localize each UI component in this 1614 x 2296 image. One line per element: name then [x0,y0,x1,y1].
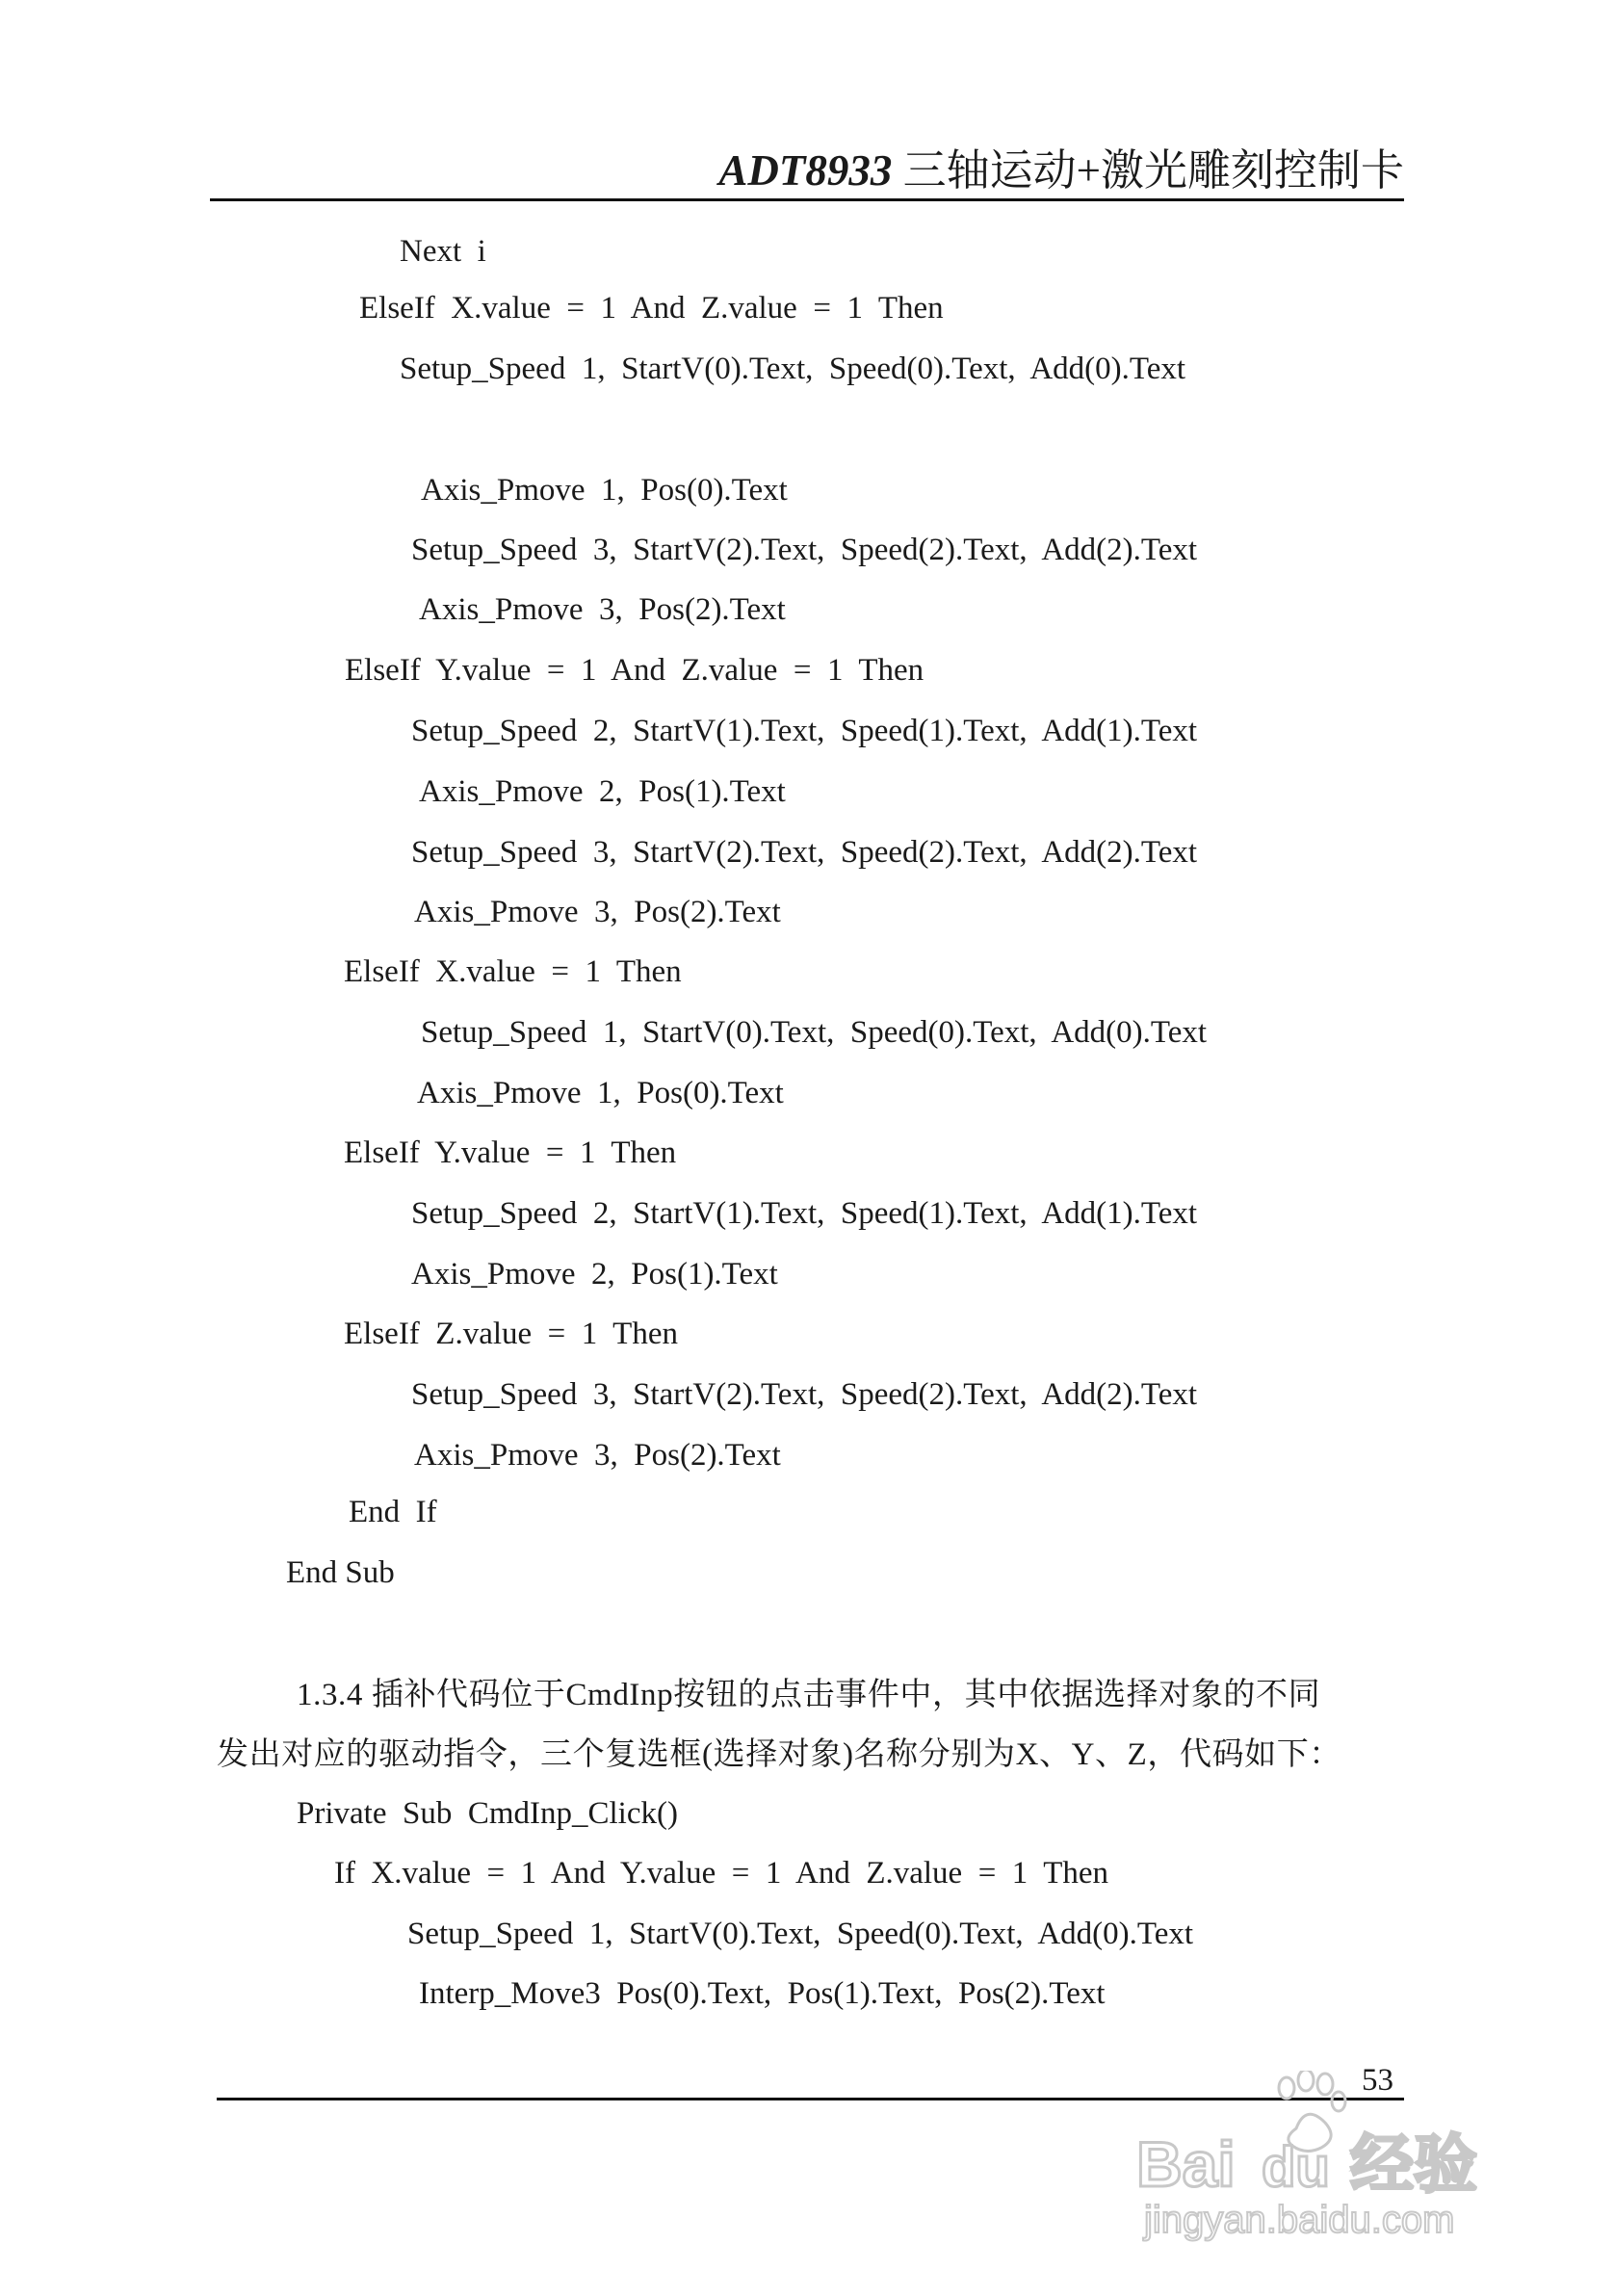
code-line: Axis_Pmove 3, Pos(2).Text [414,1438,781,1473]
code-line: Axis_Pmove 2, Pos(1).Text [419,774,786,809]
header-brand: ADT8933 [718,146,893,195]
svg-text:Bai: Bai [1136,2128,1236,2200]
section-text-line-1: 1.3.4 插补代码位于CmdInp按钮的点击事件中，其中依据选择对象的不同 [297,1678,1321,1712]
header-rule [210,198,1404,201]
code-line: Interp_Move3 Pos(0).Text, Pos(1).Text, Pos(2).Text [419,1976,1106,2011]
page-header [718,135,1404,197]
code-line: Axis_Pmove 1, Pos(0).Text [421,473,788,508]
code-line: ElseIf X.value = 1 Then [344,954,682,989]
header-title: 三轴运动+激光雕刻控制卡 [892,146,1404,195]
code-line: Setup_Speed 1, StartV(0).Text, Speed(0).Text, Add(0).Text [407,1917,1194,1951]
code-line: End If [349,1495,437,1529]
code-line: ElseIf Z.value = 1 Then [344,1317,678,1351]
code-line: If X.value = 1 And Y.value = 1 And Z.value = 1 Then [334,1856,1109,1891]
code-line: Private Sub CmdInp_Click() [297,1796,678,1831]
code-line: Setup_Speed 2, StartV(1).Text, Speed(1).Text, Add(1).Text [411,1196,1198,1231]
code-line: Setup_Speed 3, StartV(2).Text, Speed(2).Text, Add(2).Text [411,533,1198,567]
code-line: Setup_Speed 3, StartV(2).Text, Speed(2).Text, Add(2).Text [411,835,1198,870]
code-line: ElseIf Y.value = 1 Then [344,1135,677,1170]
code-line: ElseIf Y.value = 1 And Z.value = 1 Then [345,653,924,688]
svg-text:du: du [1262,2136,1330,2199]
code-line: Setup_Speed 3, StartV(2).Text, Speed(2).Text, Add(2).Text [411,1377,1198,1412]
section-text-line-2: 发出对应的驱动指令，三个复选框(选择对象)名称分别为X、Y、Z，代码如下： [217,1737,1341,1772]
svg-text:经验: 经验 [1350,2127,1477,2202]
code-line: Axis_Pmove 3, Pos(2).Text [414,895,781,929]
code-line: End Sub [286,1555,395,1590]
code-line: Setup_Speed 1, StartV(0).Text, Speed(0).Text, Add(0).Text [400,352,1186,386]
svg-text:jingyan.baidu.com: jingyan.baidu.com [1144,2199,1455,2241]
code-line: Axis_Pmove 3, Pos(2).Text [419,592,786,627]
page-number: 53 [1362,2063,1393,2098]
code-line: Next i [400,234,486,269]
baidu-jingyan-watermark [1127,2071,1531,2244]
code-line: Axis_Pmove 1, Pos(0).Text [417,1076,784,1110]
code-line: Setup_Speed 2, StartV(1).Text, Speed(1).Text, Add(1).Text [411,714,1198,748]
code-line: ElseIf X.value = 1 And Z.value = 1 Then [359,291,944,326]
code-line: Axis_Pmove 2, Pos(1).Text [411,1257,778,1292]
code-line: Setup_Speed 1, StartV(0).Text, Speed(0).Text, Add(0).Text [421,1015,1208,1050]
